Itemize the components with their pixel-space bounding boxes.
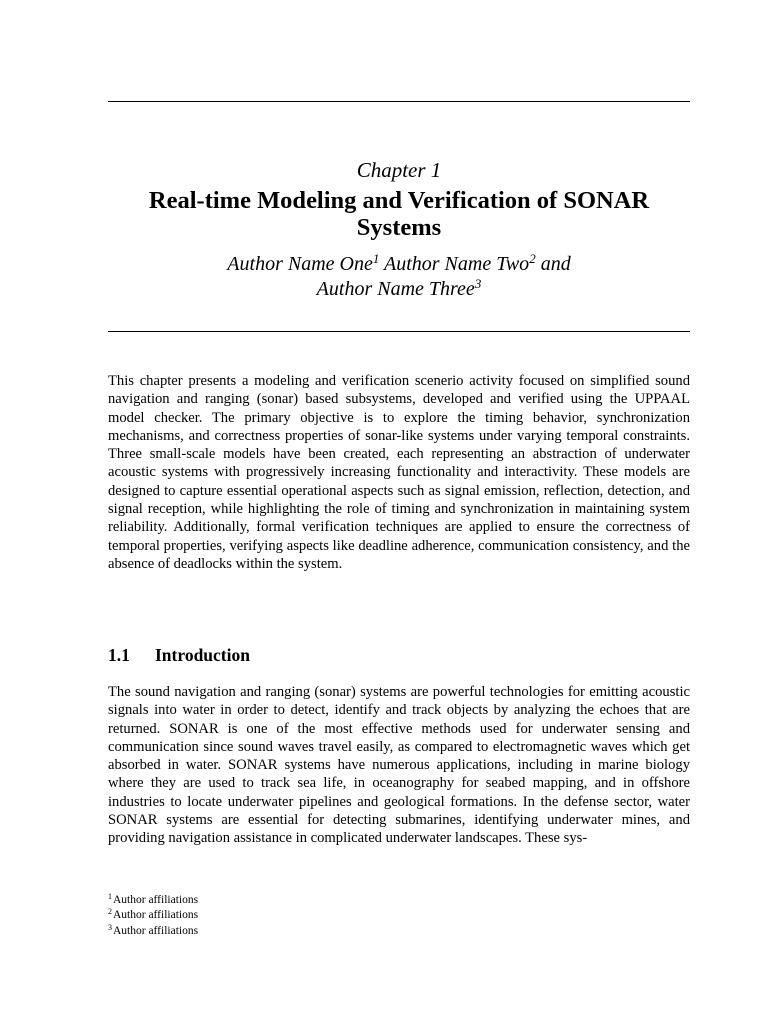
top-rule: [108, 101, 690, 102]
section-title: Introduction: [155, 645, 250, 665]
author-name: Author Name One: [227, 253, 373, 275]
chapter-label: Chapter 1: [356, 158, 442, 182]
footnote-text: Author affiliations: [113, 894, 199, 906]
author-mark: 2: [529, 251, 536, 266]
abstract-paragraph: This chapter presents a modeling and verification scenerio activity focused on simplified sound navigation and ranging (sonar) based subsystems, developed and verified using the UPPAAL model checker. The primary objective is to explore the timing behavior, synchronization mechanisms, and correctness properties of sonar-like systems under varying temporal constraints. Three small-scale models have been created, each representing an abstraction of underwater acoustic systems with progressively increasing functionality and interactivity. These models are designed to capture essential operational aspects such as signal emission, reflection, detection, and signal reception, while highlighting the role of timing and synchronization in maintaining system reliability. Additionally, formal verification techniques are applied to ensure the correctness of temporal properties, verifying aspects like deadline adherence, communication consistency, and the absence of deadlocks within the system.: [108, 373, 690, 572]
authors-conjunction: and: [540, 253, 571, 275]
bottom-rule: [108, 331, 690, 332]
author-mark: 1: [372, 251, 380, 266]
footnote-mark: 2: [108, 907, 112, 917]
chapter-title-line-2: Systems: [356, 214, 442, 241]
section-number: 1.1: [108, 645, 130, 665]
footnote-mark: 3: [108, 922, 112, 932]
footnotes: [108, 893, 690, 939]
chapter-title: [108, 187, 690, 241]
section-heading: [108, 644, 690, 666]
footnote-text: Author affiliations: [113, 909, 199, 922]
author-name: Author Name Three: [316, 278, 475, 300]
footnote-mark: 1: [108, 892, 112, 901]
footnote: [108, 893, 690, 908]
author-mark: 3: [474, 276, 482, 291]
introduction-paragraph: The sound navigation and ranging (sonar) systems are powerful technologies for emitting acoustic signals into water in order to detect, identify and track objects by analyzing the echoes that are returned. SONAR is one of the most effective methods used for underwater sensing and communication since sound waves travel easily, as compared to electromagnetic waves which get absorbed in water. SONAR systems have numerous applications, including in marine biology where they are used to track sea life, in oceanography for seabed mapping, and in offshore industries to locate underwater pipelines and geological formations. In the defense sector, water SONAR systems are essential for detecting submarines, identifying underwater mines, and providing navigation assistance in complicated underwater landscapes. These sys-: [108, 684, 690, 847]
footnote: [108, 924, 690, 939]
footnote: [108, 908, 690, 923]
author-list: [108, 252, 690, 302]
footnote-text: Author affiliations: [113, 924, 199, 937]
chapter-title-line-1: Real-time Modeling and Verification of SONAR: [148, 187, 650, 214]
author-name: Author Name Two: [383, 253, 530, 275]
